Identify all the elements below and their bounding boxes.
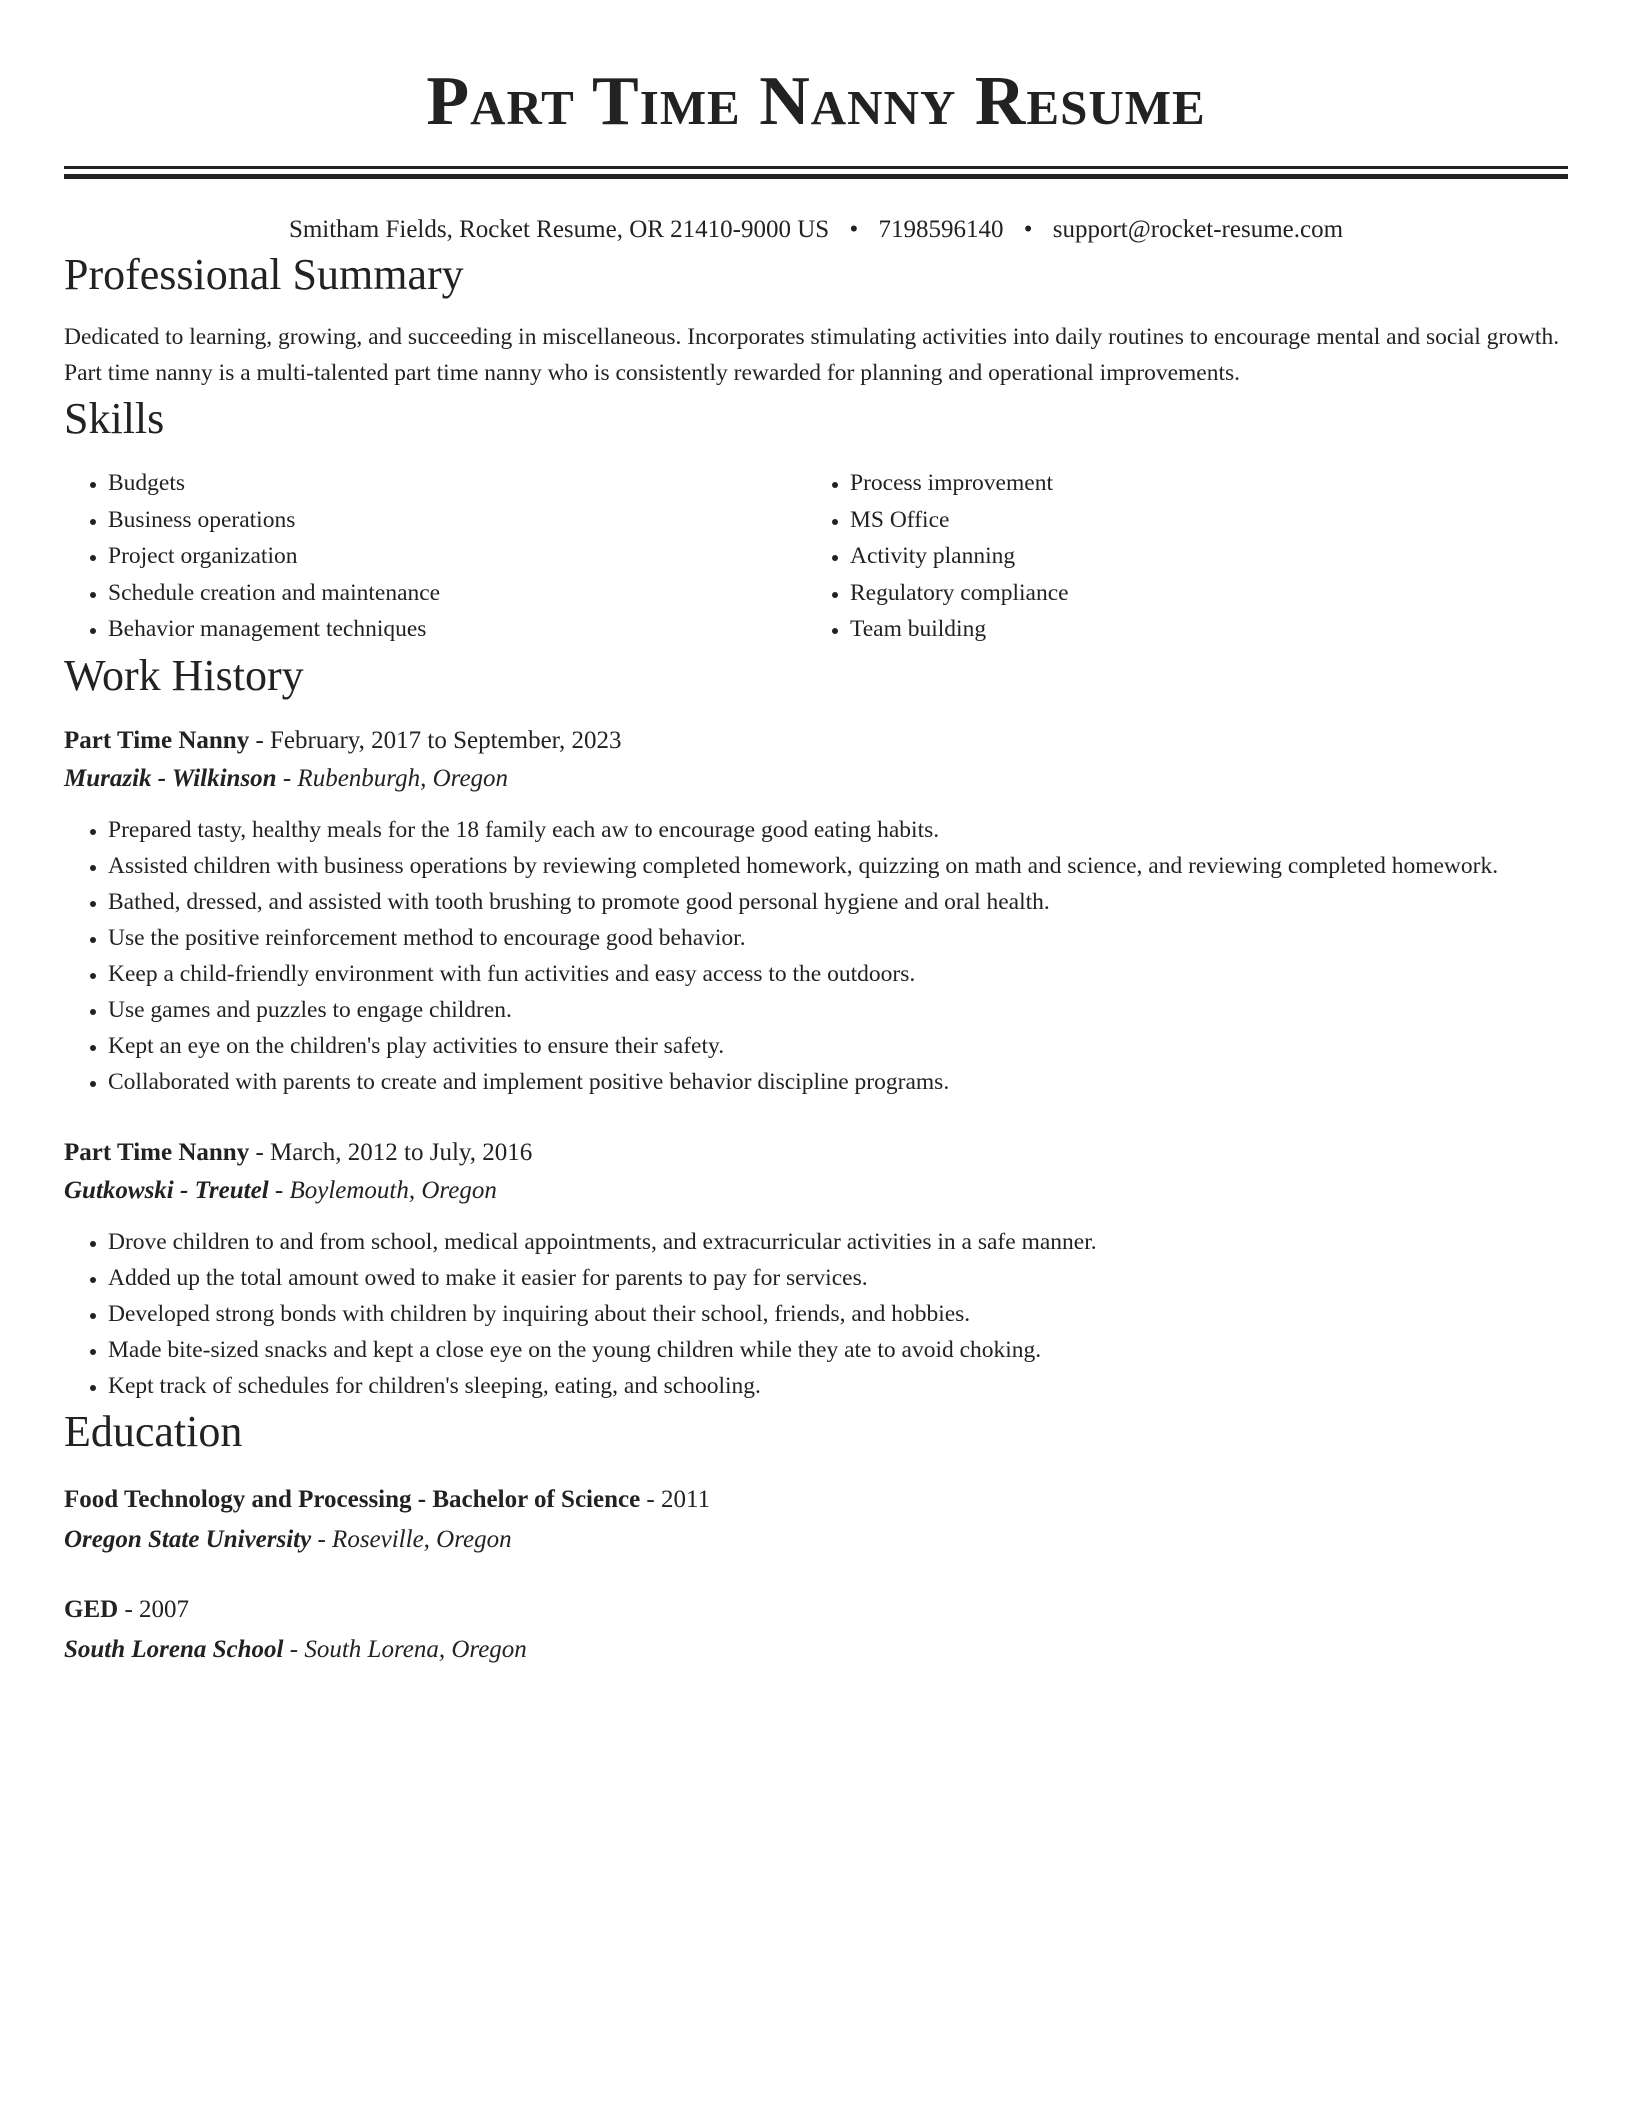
skill-item: • Team building xyxy=(850,611,1566,648)
skill-item: • Process improvement xyxy=(850,465,1566,502)
job-duty: • Use the positive reinforcement method to encourage good behavior. xyxy=(108,920,1568,956)
contact-line xyxy=(64,213,1568,247)
job-role: Part Time Nanny xyxy=(64,726,250,754)
job-duty: • Kept track of schedules for children's sleeping, eating, and schooling. xyxy=(108,1368,1568,1404)
job-duty: • Bathed, dressed, and assisted with tooth brushing to promote good personal hygiene and oral health. xyxy=(108,884,1568,920)
education-degree: GED xyxy=(64,1595,119,1623)
skill-item: • Behavior management techniques xyxy=(108,611,806,648)
skill-item: • Budgets xyxy=(108,465,806,502)
job-entry xyxy=(64,1134,1568,1404)
education-location: - South Lorena, Oregon xyxy=(283,1635,527,1663)
skill-item: • Activity planning xyxy=(850,538,1566,575)
job-duty: • Added up the total amount owed to make it easier for parents to pay for services. xyxy=(108,1260,1568,1296)
job-duty: • Kept an eye on the children's play activities to ensure their safety. xyxy=(108,1028,1568,1064)
skill-item: • Business operations xyxy=(108,502,806,539)
job-duty: • Drove children to and from school, medical appointments, and extracurricular activities in a safe manner. xyxy=(108,1224,1568,1260)
job-duty: • Made bite-sized snacks and kept a close eye on the young children while they ate to avoid choking. xyxy=(108,1332,1568,1368)
summary-text: Dedicated to learning, growing, and succeeding in miscellaneous. Incorporates stimulating activities into daily routines to encourage mental and social growth. Part time nanny is a multi-talented part time nanny who is consistently rewarded for planning and operational improvements. xyxy=(64,324,1560,386)
job-company: Murazik - Wilkinson xyxy=(64,764,277,792)
job-duty: • Developed strong bonds with children by inquiring about their school, friends, and hobbies. xyxy=(108,1296,1568,1332)
job-dates: - February, 2017 to September, 2023 xyxy=(249,726,622,754)
job-title-line xyxy=(64,1134,1568,1172)
summary-heading: Professional Summary xyxy=(64,250,464,299)
job-duty: • Assisted children with business operations by reviewing completed homework, quizzing on math and science, and reviewing completed homework. xyxy=(108,848,1568,884)
skill-item: • Regulatory compliance xyxy=(850,575,1566,612)
job-company-line xyxy=(64,760,1568,798)
education-school: Oregon State University xyxy=(64,1525,312,1553)
education-year: - 2007 xyxy=(118,1595,190,1623)
job-title-line xyxy=(64,722,1568,760)
education-entry xyxy=(64,1590,1568,1670)
education-location: - Roseville, Oregon xyxy=(311,1525,512,1553)
education-heading: Education xyxy=(64,1406,243,1456)
job-location: - Boylemouth, Oregon xyxy=(268,1176,497,1204)
skills-heading: Skills xyxy=(64,394,165,443)
work-history-heading: Work History xyxy=(64,650,304,700)
title-divider-thin xyxy=(64,166,1568,169)
job-dates: - March, 2012 to July, 2016 xyxy=(249,1138,533,1166)
job-company-line xyxy=(64,1172,1568,1210)
job-duties-list xyxy=(64,1224,1568,1404)
job-entry xyxy=(64,722,1568,1100)
education-school-line xyxy=(64,1520,1568,1560)
education-degree: Food Technology and Processing - Bachelor of Science xyxy=(64,1485,641,1513)
education-school: South Lorena School xyxy=(64,1635,284,1663)
skills-column-right xyxy=(806,465,1566,648)
contact-separator: • xyxy=(849,216,859,243)
skill-item: • Schedule creation and maintenance xyxy=(108,575,806,612)
education-year: - 2011 xyxy=(640,1485,711,1513)
skill-item: • MS Office xyxy=(850,502,1566,539)
job-duties-list xyxy=(64,812,1568,1100)
skill-item: • Project organization xyxy=(108,538,806,575)
contact-separator: • xyxy=(1023,216,1033,243)
education-degree-line xyxy=(64,1590,1568,1630)
job-duty: • Keep a child-friendly environment with fun activities and easy access to the outdoors. xyxy=(108,956,1568,992)
contact-address: Smitham Fields, Rocket Resume, OR 21410-9000 US xyxy=(288,216,830,243)
contact-phone: 7198596140 xyxy=(878,216,1004,243)
education-school-line xyxy=(64,1630,1568,1670)
education-entry xyxy=(64,1480,1568,1560)
education-degree-line xyxy=(64,1480,1568,1520)
job-role: Part Time Nanny xyxy=(64,1138,250,1166)
job-duty: • Use games and puzzles to engage children. xyxy=(108,992,1568,1028)
job-duty: • Prepared tasty, healthy meals for the 18 family each aw to encourage good eating habits. xyxy=(108,812,1568,848)
job-location: - Rubenburgh, Oregon xyxy=(276,764,509,792)
resume-title: Part Time Nanny Resume xyxy=(426,63,1206,140)
skills-column-left xyxy=(64,465,806,648)
skills-list xyxy=(64,465,1568,648)
title-divider-thick xyxy=(64,174,1568,179)
contact-email: support@rocket-resume.com xyxy=(1052,216,1344,243)
job-duty: • Collaborated with parents to create and implement positive behavior discipline programs. xyxy=(108,1064,1568,1100)
job-company: Gutkowski - Treutel xyxy=(64,1176,269,1204)
